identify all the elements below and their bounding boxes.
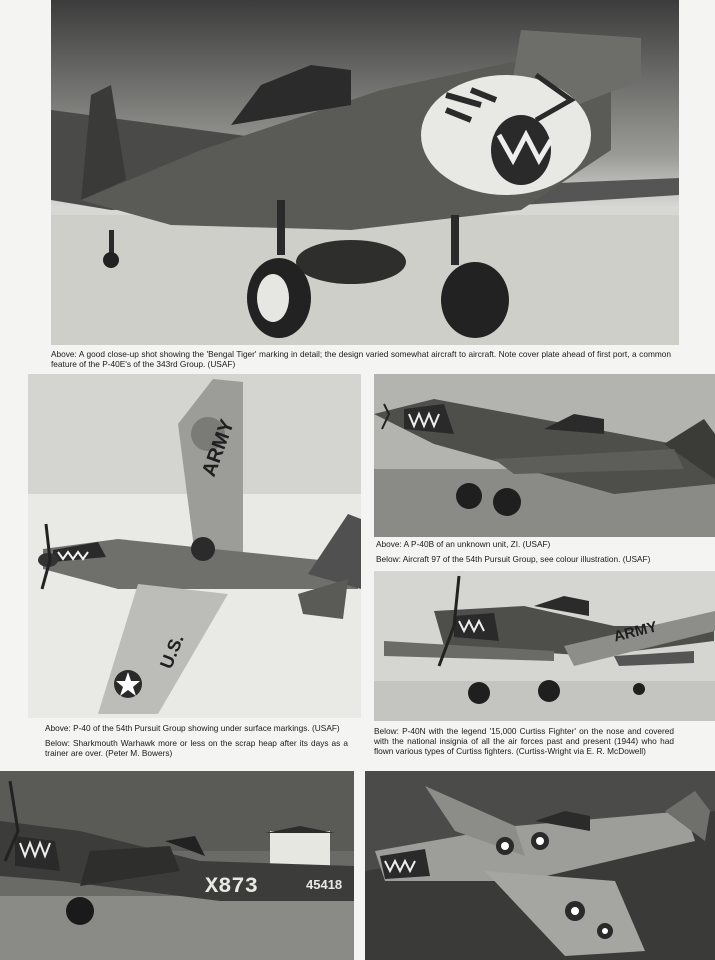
caption-p40b	[376, 539, 676, 569]
caption-bengal-tiger	[51, 349, 671, 374]
caption-p40b-above: Above: A P-40B of an unknown unit, ZI. (USAF)	[376, 539, 551, 549]
photo-p40-54th-underside	[28, 374, 361, 718]
caption-p40b-below: Below: Aircraft 97 of the 54th Pursuit Group, see colour illustration. (USAF)	[376, 554, 651, 564]
wing-marking-us: U.S.	[156, 631, 188, 672]
tail-serial-marking: X873	[205, 874, 258, 899]
photo-bengal-tiger-p40e	[51, 0, 679, 345]
caption-top-text: Above: A good close-up shot showing the 'Bengal Tiger' marking in detail; the design varied somewhat aircraft to aircraft. Note cover plate ahead of first port, a common feature of the P-40E's of the 343rd Group. (USAF)	[51, 349, 671, 369]
photo-p40n-15000-curtiss-fighter	[365, 771, 715, 960]
photo-p40b-unknown-unit	[374, 374, 715, 537]
tail-number-marking: 45418	[306, 877, 343, 892]
caption-p40n	[374, 726, 674, 761]
photo-sharkmouth-scrap-heap	[0, 771, 354, 960]
caption-p40n-below: Below: P-40N with the legend '15,000 Curtiss Fighter' on the nose and covered with the national insignia of all the air forces past and present (1944) who had flown various types of Curtiss fighters. (Curtiss-Wright via E. R. McDowell)	[374, 726, 674, 756]
caption-p40-54th	[45, 723, 348, 763]
wing-marking-army-97: ARMY	[612, 618, 659, 646]
caption-scrap-below: Below: Sharkmouth Warhawk more or less on the scrap heap after its days as a trainer are over. (Peter M. Bowers)	[45, 738, 348, 758]
wing-marking-army: ARMY	[198, 416, 239, 480]
photo-aircraft-97-54th	[374, 571, 715, 721]
caption-p40-54th-above: Above: P-40 of the 54th Pursuit Group showing under surface markings. (USAF)	[45, 723, 340, 733]
